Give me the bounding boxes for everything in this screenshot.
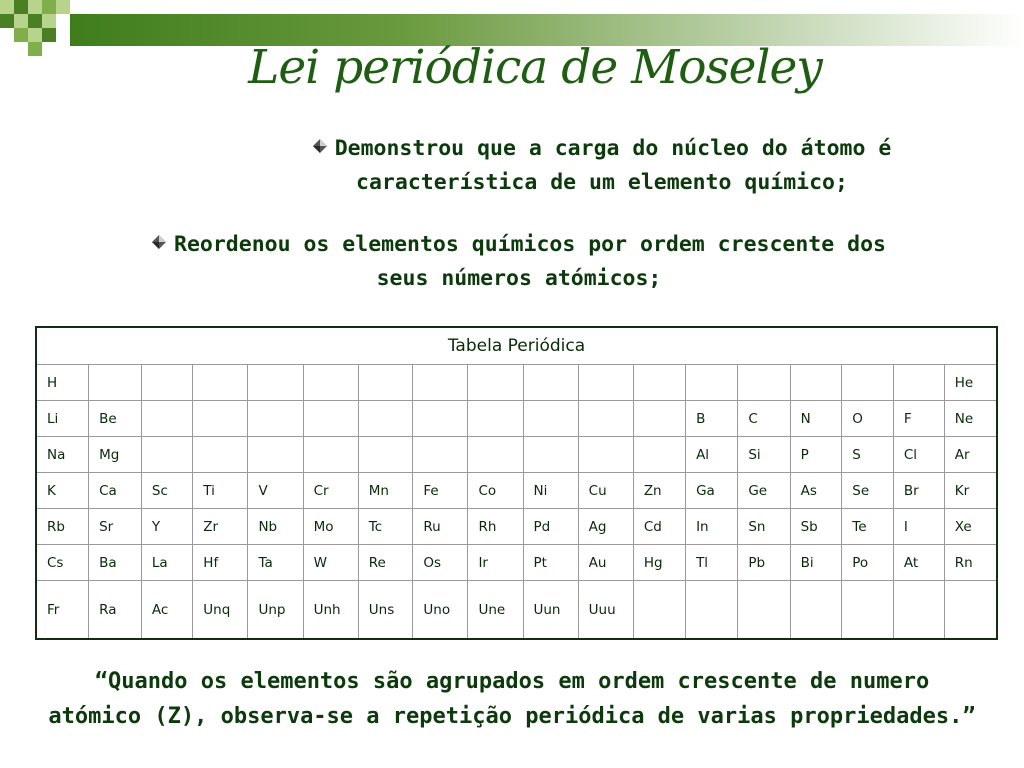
element-cell [790,365,842,401]
element-cell: Cu [578,473,633,509]
element-cell [248,437,303,473]
element-cell: Sc [141,473,192,509]
table-row [36,509,997,545]
table-caption: Tabela Periódica [36,327,997,365]
element-cell [89,365,142,401]
element-cell: Tc [358,509,413,545]
element-cell: Uno [413,581,468,640]
element-cell: Cs [36,545,89,581]
element-cell [633,365,685,401]
element-cell: Ne [944,401,997,437]
element-cell: Si [738,437,790,473]
element-cell [193,401,248,437]
element-cell [578,401,633,437]
element-cell: Mn [358,473,413,509]
element-cell: Fe [413,473,468,509]
element-cell: Ti [193,473,248,509]
element-cell: Bi [790,545,842,581]
periodic-table [35,326,998,640]
element-cell: At [893,545,944,581]
element-cell: K [36,473,89,509]
quote-line1: “Quando os elementos são agrupados em ordem crescente de numero [94,669,930,694]
element-cell: Pb [738,545,790,581]
element-cell: Pd [523,509,578,545]
element-cell: Te [842,509,894,545]
element-cell [141,437,192,473]
element-cell: Rb [36,509,89,545]
element-cell: Uuu [578,581,633,640]
element-cell: Sr [89,509,142,545]
bullet-text-line2: característica de um elemento químico; [356,170,848,195]
element-cell: P [790,437,842,473]
element-cell [686,581,738,640]
element-cell: As [790,473,842,509]
element-cell: Po [842,545,894,581]
bullet-point-2 [96,228,942,296]
element-cell: Co [468,473,523,509]
element-cell: Une [468,581,523,640]
element-cell: Rn [944,545,997,581]
diamond-bullet-icon [152,235,166,249]
element-cell [141,365,192,401]
element-cell: Unp [248,581,303,640]
element-cell [738,581,790,640]
element-cell [193,437,248,473]
element-cell [523,401,578,437]
element-cell: I [893,509,944,545]
element-cell: H [36,365,89,401]
element-cell: Uun [523,581,578,640]
element-cell: Hf [193,545,248,581]
element-cell: O [842,401,894,437]
element-cell: Unq [193,581,248,640]
quote-line2: atómico (Z), observa-se a repetição periódica de varias propriedades.” [48,704,976,729]
element-cell: Ru [413,509,468,545]
element-cell [303,365,358,401]
element-cell: Re [358,545,413,581]
element-cell [468,437,523,473]
element-cell: Sb [790,509,842,545]
element-cell [358,401,413,437]
element-cell: W [303,545,358,581]
bullet-text-line2: seus números atómicos; [376,266,662,291]
table-row [36,401,997,437]
element-cell: Ra [89,581,142,640]
table-row [36,545,997,581]
slide-title: Lei periódica de Moseley [248,40,822,95]
element-cell: Ga [686,473,738,509]
element-cell [523,437,578,473]
element-cell: Na [36,437,89,473]
element-cell: Hg [633,545,685,581]
element-cell: Zr [193,509,248,545]
table-row [36,473,997,509]
element-cell: Br [893,473,944,509]
element-cell: Rh [468,509,523,545]
element-cell: Ag [578,509,633,545]
quote-text [0,664,1024,734]
element-cell [633,581,685,640]
element-cell [633,437,685,473]
element-cell: Ge [738,473,790,509]
element-cell: V [248,473,303,509]
element-cell [738,365,790,401]
element-cell: Ta [248,545,303,581]
element-cell: Au [578,545,633,581]
element-cell [358,437,413,473]
element-cell: Be [89,401,142,437]
element-cell: Se [842,473,894,509]
element-cell: Uns [358,581,413,640]
element-cell: Kr [944,473,997,509]
element-cell: S [842,437,894,473]
element-cell: He [944,365,997,401]
table-row [36,581,997,640]
element-cell [413,401,468,437]
element-cell [842,365,894,401]
element-cell: F [893,401,944,437]
element-cell [468,401,523,437]
element-cell [578,365,633,401]
element-cell: Nb [248,509,303,545]
element-cell: Ni [523,473,578,509]
element-cell: Mg [89,437,142,473]
element-cell [468,365,523,401]
element-cell [303,437,358,473]
element-cell: La [141,545,192,581]
element-cell [523,365,578,401]
element-cell: Ir [468,545,523,581]
element-cell: Cl [893,437,944,473]
element-cell [413,365,468,401]
element-cell [633,401,685,437]
element-cell: Li [36,401,89,437]
element-cell [842,581,894,640]
table-row [36,365,997,401]
element-cell: Ar [944,437,997,473]
element-cell [790,581,842,640]
element-cell: Os [413,545,468,581]
element-cell: Unh [303,581,358,640]
element-cell: Xe [944,509,997,545]
element-cell [893,581,944,640]
element-cell [358,365,413,401]
bullet-point-1 [262,132,942,200]
element-cell: Mo [303,509,358,545]
element-cell [141,401,192,437]
table-row [36,437,997,473]
element-cell [248,401,303,437]
element-cell: Cr [303,473,358,509]
element-cell: Zn [633,473,685,509]
element-cell [303,401,358,437]
diamond-bullet-icon [313,139,327,153]
element-cell [686,365,738,401]
element-cell [944,581,997,640]
element-cell: Fr [36,581,89,640]
element-cell: Ac [141,581,192,640]
element-cell [578,437,633,473]
element-cell: Cd [633,509,685,545]
element-cell [248,365,303,401]
element-cell: B [686,401,738,437]
element-cell: Ba [89,545,142,581]
element-cell: Y [141,509,192,545]
element-cell: Pt [523,545,578,581]
element-cell: Sn [738,509,790,545]
element-cell [893,365,944,401]
element-cell: Ca [89,473,142,509]
element-cell [413,437,468,473]
element-cell: In [686,509,738,545]
element-cell: Tl [686,545,738,581]
bullet-text-line1: Demonstrou que a carga do núcleo do átomo é [334,136,892,161]
element-cell: C [738,401,790,437]
element-cell: Al [686,437,738,473]
bullet-text-line1: Reordenou os elementos químicos por ordem crescente dos [174,232,886,257]
element-cell [193,365,248,401]
element-cell: N [790,401,842,437]
